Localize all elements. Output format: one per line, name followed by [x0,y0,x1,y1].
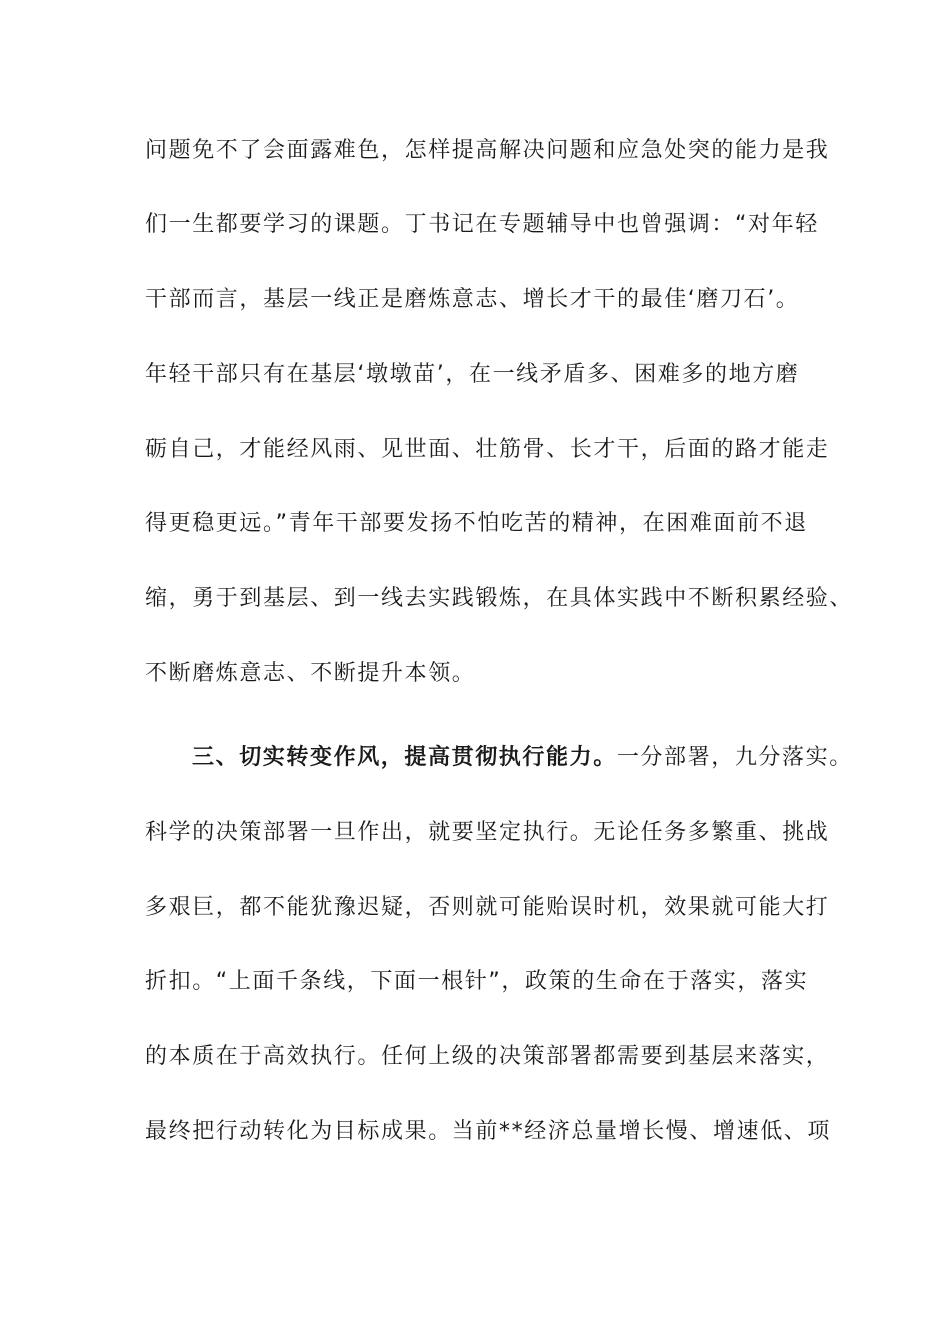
text-line: 干部而言，基层一线正是磨炼意志、增长才干的最佳‘磨刀石’。 [145,287,800,312]
text-line: 科学的决策部署一旦作出，就要坚定执行。无论任务多繁重、挑战 [145,820,830,845]
text-line: 最终把行动转化为目标成果。当前**经济总量增长慢、增速低、项 [145,1119,832,1144]
text-line: 的本质在于高效执行。任何上级的决策部署都需要到基层来落实， [145,1044,830,1069]
text-line: 砺自己，才能经风雨、见世面、壮筋骨、长才干，后面的路才能走 [145,437,830,462]
text-line: 不断磨炼意志、不断提升本领。 [145,661,476,686]
text-line: 年轻干部只有在基层‘墩墩苗’，在一线矛盾多、困难多的地方磨 [145,362,800,387]
section-heading-line [192,743,872,773]
text-line: 折扣。“上面千条线，下面一根针”，政策的生命在于落实，落实 [145,969,809,994]
text-span: 一分部署，九分落实。 [616,745,853,770]
text-line: 问题免不了会面露难色，怎样提高解决问题和应急处突的能力是我 [145,138,830,163]
text-line: 缩，勇于到基层、到一线去实践锻炼，在具体实践中不断积累经验、 [145,586,854,611]
text-line: 得更稳更远。”青年干部要发扬不怕吃苦的精神，在困难面前不退 [145,511,808,536]
text-line: 多艰巨，都不能犹豫迟疑，否则就可能贻误时机，效果就可能大打 [145,895,830,920]
section-heading: 三、切实转变作风，提高贯彻执行能力。 [192,745,617,770]
text-line: 们一生都要学习的课题。丁书记在专题辅导中也曾强调：“对年轻 [145,212,819,237]
